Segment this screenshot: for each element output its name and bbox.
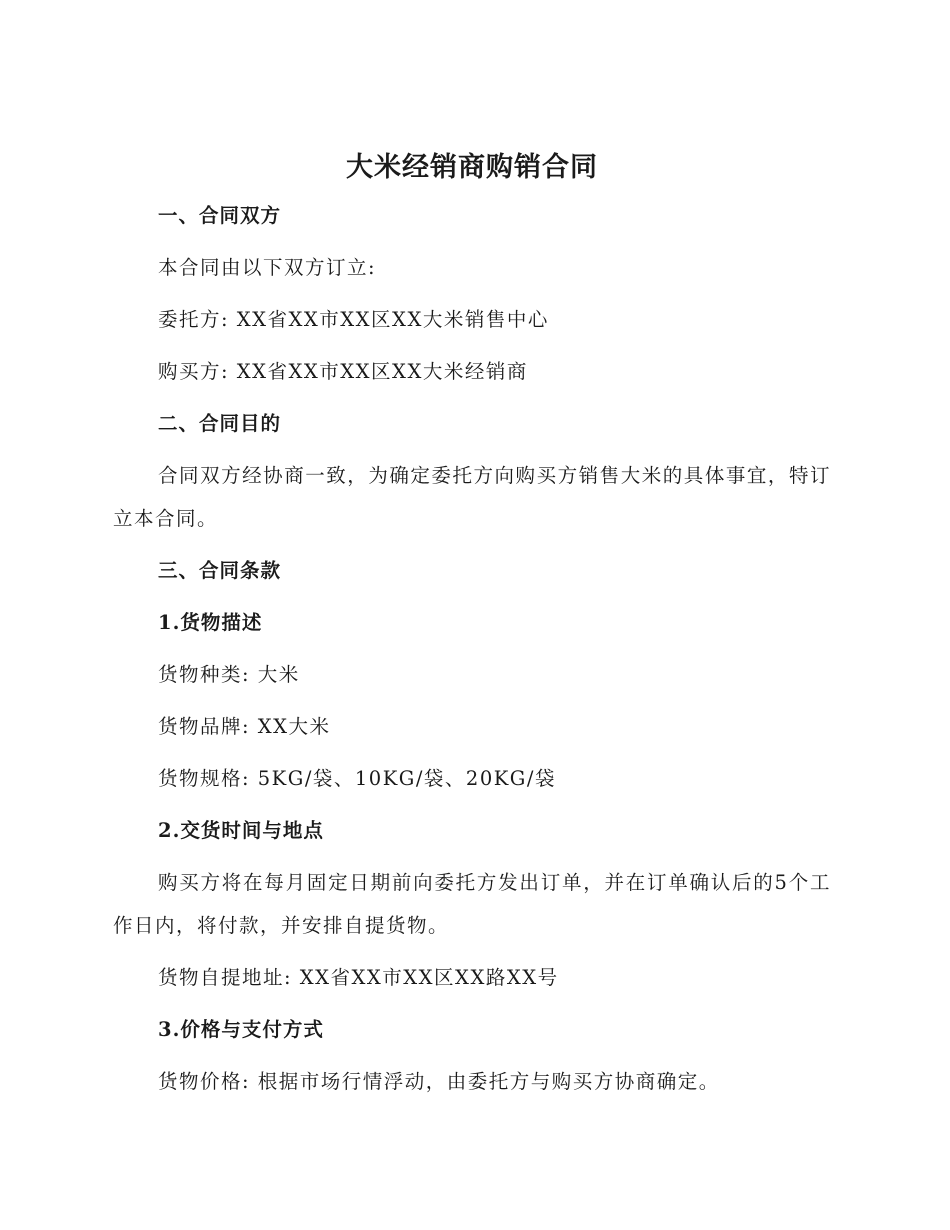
- subheading-price-payment: 3.价格与支付方式: [158, 1018, 324, 1041]
- subheading-delivery: 2.交货时间与地点: [158, 819, 324, 842]
- document-title: 大米经销商购销合同: [346, 152, 598, 183]
- goods-type: 货物种类: 大米: [158, 663, 300, 686]
- delivery-paragraph: 购买方将在每月固定日期前向委托方发出订单，并在订单确认后的5个工作日内，将付款，并安排自提货物。: [113, 871, 831, 937]
- goods-price: 货物价格: 根据市场行情浮动，由委托方与购买方协商确定。: [158, 1070, 720, 1093]
- goods-brand: 货物品牌: XX大米: [158, 715, 331, 738]
- section-heading-parties: 一、合同双方: [158, 204, 282, 227]
- entrusting-party: 委托方: XX省XX市XX区XX大米销售中心: [158, 308, 549, 331]
- section-heading-purpose: 二、合同目的: [158, 412, 282, 435]
- purchasing-party: 购买方: XX省XX市XX区XX大米经销商: [158, 360, 528, 383]
- section-heading-terms: 三、合同条款: [158, 559, 282, 582]
- parties-intro: 本合同由以下双方订立:: [158, 256, 377, 279]
- goods-spec: 货物规格: 5KG/袋、10KG/袋、20KG/袋: [158, 767, 556, 790]
- purpose-paragraph: 合同双方经协商一致，为确定委托方向购买方销售大米的具体事宜，特订立本合同。: [113, 464, 831, 530]
- document-body: [113, 148, 831, 1112]
- pickup-address: 货物自提地址: XX省XX市XX区XX路XX号: [158, 966, 559, 989]
- subheading-goods-description: 1.货物描述: [158, 611, 263, 634]
